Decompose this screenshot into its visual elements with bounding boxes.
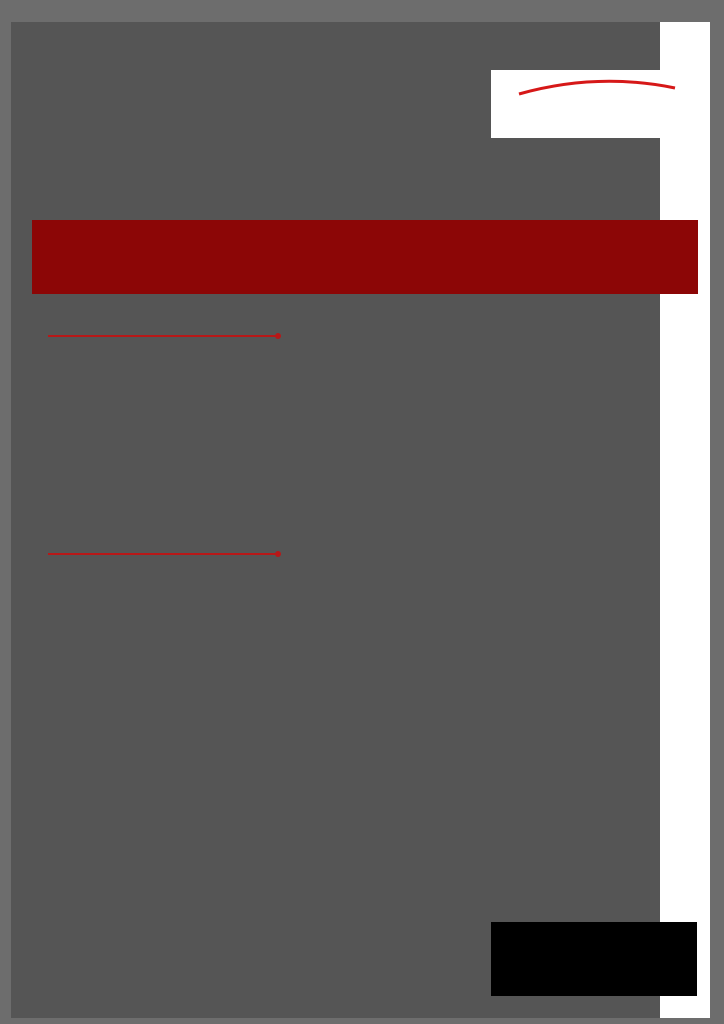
- dot-grid-bottom: [556, 764, 702, 920]
- dot-grid-top: [444, 94, 544, 186]
- responsibilities-underline: [48, 335, 278, 337]
- job-title-banner: [32, 220, 698, 294]
- qualifications-underline: [48, 553, 278, 555]
- submit-cv-box: [491, 922, 697, 996]
